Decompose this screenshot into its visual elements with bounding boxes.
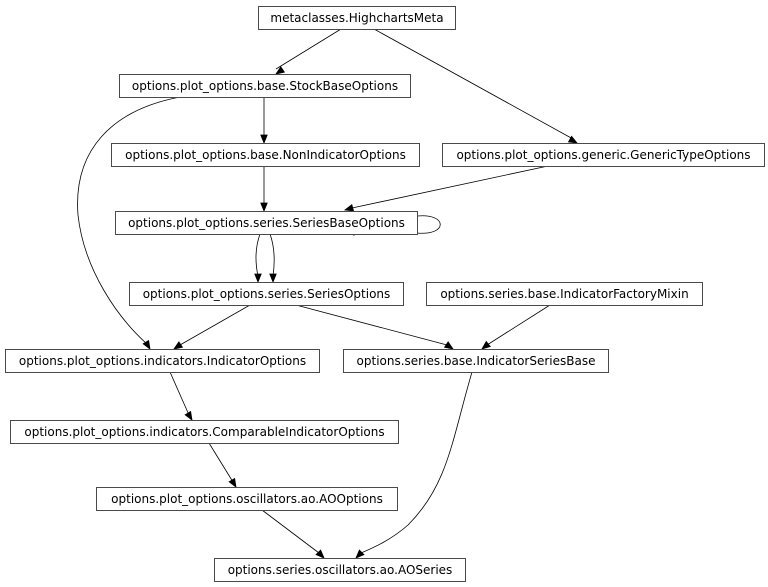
arrowhead-icon (345, 205, 354, 211)
class-node-n6[interactable] (130, 283, 404, 306)
arrowhead-icon (445, 342, 453, 349)
arrowhead-icon (270, 274, 276, 282)
edge-line (262, 510, 319, 553)
class-node-label: options.plot_options.series.SeriesBaseOptions (128, 216, 405, 230)
edge-line (361, 372, 472, 553)
arrowhead-icon (255, 274, 261, 282)
class-node-n3[interactable] (112, 144, 420, 167)
class-node-label: options.plot_options.base.StockBaseOptions (131, 79, 399, 93)
edge-line (270, 234, 274, 276)
class-node-label: options.plot_options.oscillators.ao.AOOptions (111, 492, 383, 506)
class-node-label: options.series.base.IndicatorSeriesBase (356, 354, 596, 368)
edge-line (170, 372, 189, 415)
class-node-n5[interactable] (116, 212, 418, 235)
class-node-n12[interactable] (215, 559, 466, 582)
class-node-label: options.plot_options.series.SeriesOptions (142, 287, 391, 301)
inheritance-edge-n5-to-n6-right (270, 234, 276, 282)
class-node-n10[interactable] (11, 421, 399, 444)
arrowhead-icon (174, 342, 182, 349)
class-node-n11[interactable] (97, 488, 398, 511)
edge-line (352, 166, 548, 208)
arrowhead-icon (482, 342, 490, 349)
class-node-label: options.plot_options.generic.GenericTypeOptions (456, 148, 751, 162)
inheritance-edge-n3-to-n5 (261, 166, 267, 211)
inheritance-edge-n5-to-n6-left (255, 234, 261, 282)
class-node-n7[interactable] (427, 283, 703, 306)
class-node-n8[interactable] (6, 350, 320, 373)
class-node-n4[interactable] (443, 144, 765, 167)
edge-line (256, 234, 260, 276)
arrowhead-icon (261, 203, 267, 211)
class-node-label: options.series.oscillators.ao.AOSeries (227, 563, 453, 577)
class-node-n9[interactable] (344, 350, 609, 373)
inheritance-edge-n4-to-n5 (345, 166, 548, 211)
class-node-label: options.plot_options.indicators.IndicatorOptions (18, 354, 307, 368)
class-node-n1[interactable] (259, 7, 456, 30)
edge-line (296, 305, 447, 345)
inheritance-edge-n2-to-n3 (261, 97, 267, 143)
inheritance-edge-n9-to-n12 (356, 372, 472, 558)
edge-line (487, 305, 550, 345)
arrowhead-icon (229, 478, 236, 487)
inheritance-edge-n7-to-n9 (482, 305, 550, 349)
inheritance-edge-n8-to-n10 (170, 372, 192, 420)
inheritance-edge-n11-to-n12 (262, 510, 324, 558)
inheritance-edge-n6-to-n9 (296, 305, 453, 349)
inheritance-edge-n1-to-n2 (276, 29, 341, 74)
class-node-label: options.series.base.IndicatorFactoryMixin (440, 287, 689, 301)
class-node-label: options.plot_options.indicators.ComparableIndicatorOptions (24, 425, 385, 439)
arrowhead-icon (261, 135, 267, 143)
inheritance-edge-n10-to-n11 (209, 443, 236, 487)
class-node-label: metaclasses.HighchartsMeta (270, 11, 444, 25)
class-node-label: options.plot_options.base.NonIndicatorOptions (125, 148, 406, 162)
edge-line (276, 29, 341, 69)
edge-line (209, 443, 233, 482)
nodes-layer (6, 7, 765, 582)
arrowhead-icon (185, 411, 192, 420)
arrowhead-icon (356, 550, 364, 558)
class-node-n2[interactable] (120, 75, 411, 98)
edge-line (180, 305, 250, 345)
inheritance-edge-n6-to-n8 (174, 305, 250, 349)
